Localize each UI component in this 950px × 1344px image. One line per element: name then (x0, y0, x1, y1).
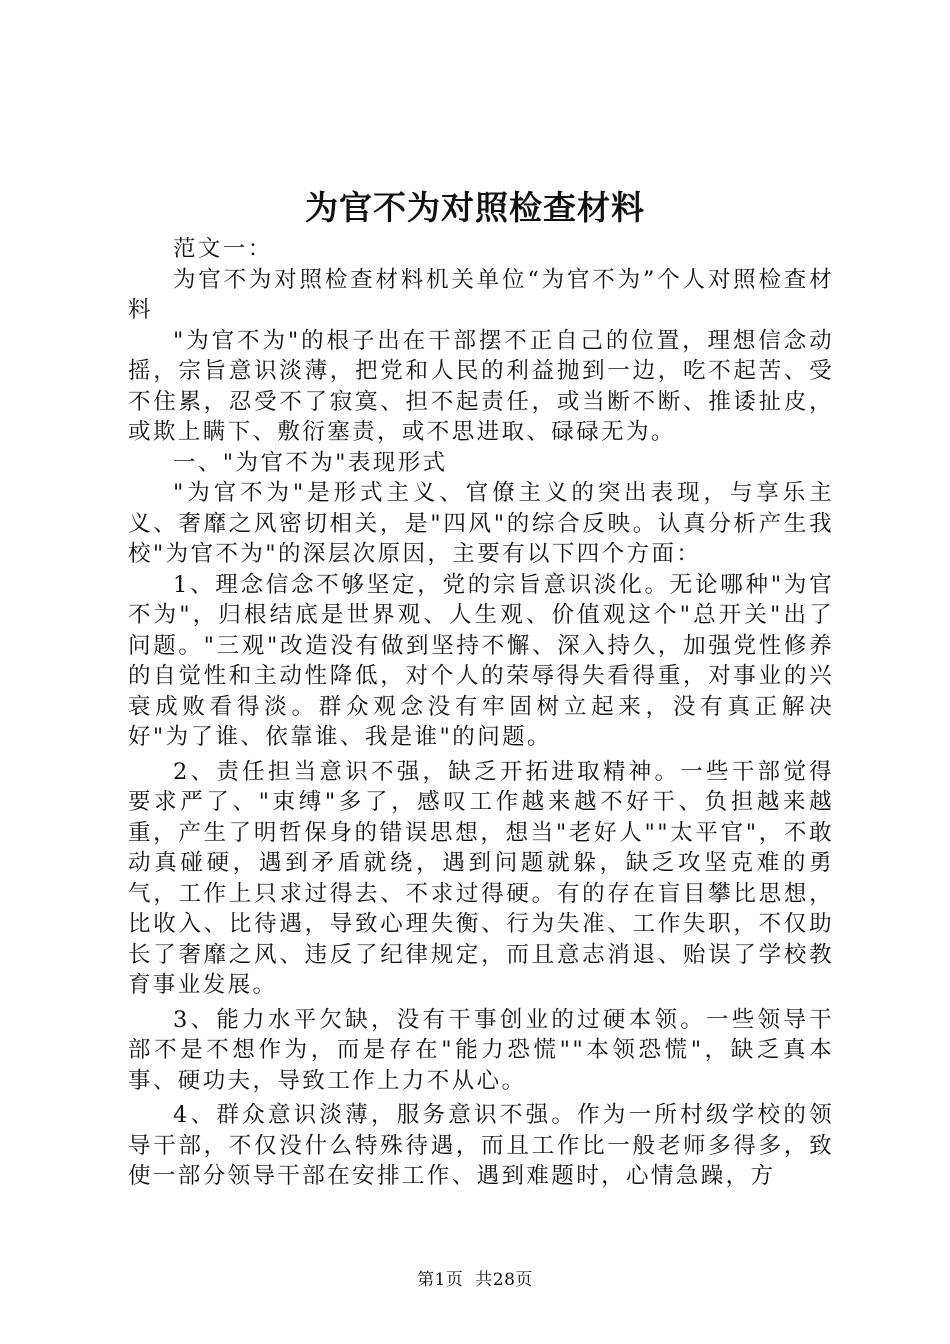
page-footer (0, 1268, 950, 1292)
paragraph-point-3: 3、能力水平欠缺，没有干事创业的过硬本领。一些领导干部不是不想作为，而是存在"能力恐慌""本领恐慌"，缺乏真本事、硬功夫，导致工作上力不从心。 (128, 1006, 834, 1094)
paragraph-point-2: 2、责任担当意识不强，缺乏开拓进取精神。一些干部觉得要求严了、"束缚"多了，感叹工作越来越不好干、负担越来越重，产生了明哲保身的错误思想，想当"老好人""太平官"，不敢动真碰硬，遇到矛盾就绕，遇到问题就躲，缺乏攻坚克难的勇气，工作上只求过得去、不求过得硬。有的存在盲目攀比思想，比收入、比待遇，导致心理失衡、行为失准、工作失职，不仅助长了奢靡之风、违反了纪律规定，而且意志消退、贻误了学校教育事业发展。 (128, 758, 834, 998)
section-heading: 一、"为官不为"表现形式 (173, 449, 448, 476)
document-title: 为官不为对照检查材料 (305, 188, 645, 227)
document-body (128, 234, 834, 1192)
paragraph-sample-label: 范文一： (173, 236, 273, 262)
paragraph-subtitle: 为官不为对照检查材料机关单位“为官不为”个人对照检查材料 (128, 266, 834, 323)
paragraph-point-4: 4、群众意识淡薄，服务意识不强。作为一所村级学校的领导干部，不仅没什么特殊待遇，而且工作比一般老师多得多，致使一部分领导干部在安排工作、遇到难题时，心情急躁，方 (128, 1102, 834, 1189)
page-total: 共28页 (475, 1270, 533, 1290)
paragraph-overview: "为官不为"是形式主义、官僚主义的突出表现，与享乐主义、奢靡之风密切相关，是"四风"的综合反映。认真分析产生我校"为官不为"的深层次原因，主要有以下四个方面： (128, 480, 834, 567)
page-number: 第1页 (417, 1270, 464, 1290)
paragraph-point-1: 1、理念信念不够坚定，党的宗旨意识淡化。无论哪种"为官不为"，归根结底是世界观、人生观、价值观这个"总开关"出了问题。"三观"改造没有做到坚持不懈、深入持久，加强党性修养的自觉性和主动性降低，对个人的荣辱得失看得重，对事业的兴衰成败看得淡。群众观念没有牢固树立起来，没有真正解决好"为了谁、依靠谁、我是谁"的问题。 (128, 571, 834, 750)
paragraph-intro: "为官不为"的根子出在干部摆不正自己的位置，理想信念动摇，宗旨意识淡薄，把党和人民的利益抛到一边，吃不起苦、受不住累，忍受不了寂寞、担不起责任，或当断不断、推诿扯皮，或欺上瞒下、敷衍塞责，或不思进取、碌碌无为。 (128, 327, 834, 445)
